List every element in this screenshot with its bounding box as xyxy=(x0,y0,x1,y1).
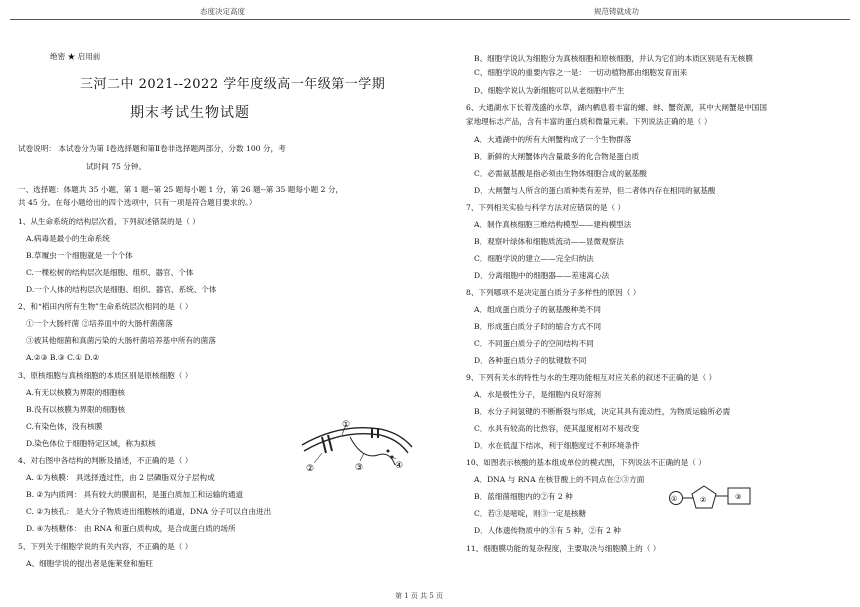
q8-option-a: A．组成蛋白质分子的氨基酸种类不同 xyxy=(474,305,601,314)
q6-option-b: B．新鲜的大闸蟹体内含量最多的化合物是蛋白质 xyxy=(474,152,640,161)
q8-option-c: C．不同蛋白质分子的空间结构不同 xyxy=(474,339,594,348)
q10-stem: 10、如图表示核酸的基本组成单位的模式图，下列说法不正确的是（ ） xyxy=(466,458,706,467)
q4-option-c: C. ②为核孔： 是大分子物质进出细胞核的通道，DNA 分子可以自由进出 xyxy=(26,507,272,516)
q9-stem: 9、下列有关水的特性与水的生理功能相互对应关系的叙述不正确的是（ ） xyxy=(466,373,717,382)
q8-option-d: D．各种蛋白质分子的肽键数不同 xyxy=(474,356,587,365)
q9-option-d: D．水在低温下结冰，利于细胞度过不利环境条件 xyxy=(474,441,640,450)
q5-option-b: B、细胞学说认为细胞分为真核细胞和原核细胞，并认为它们的本质区别是有无核膜 xyxy=(474,54,753,63)
q7-option-c: C．细胞学说的建立——完全归纳法 xyxy=(474,254,594,263)
label-circle-3: ③ xyxy=(355,463,364,473)
q5-option-a: A、细胞学说的提出者是施莱登和施旺 xyxy=(26,559,153,568)
q9-option-a: A．水是极性分子，是细胞内良好溶剂 xyxy=(474,390,601,399)
q6-stem-1: 6、大通湖水下长着茂盛的水草，湖内栖息着丰富的螺、蚌、蟹资源，其中大闸蟹是中国国 xyxy=(466,103,767,112)
q6-stem-2: 家地理标志产品，含有丰富的蛋白质和微量元素。下列说法正确的是（ ） xyxy=(466,117,712,126)
q5-option-c: C、细胞学说的重要内容之一是： 一切动植物都由细胞发育而来 xyxy=(474,68,688,77)
pore-mark-2 xyxy=(328,435,332,451)
leader-line xyxy=(314,453,322,463)
intro-line1: 试卷说明： 本试卷分为第 Ⅰ卷选择题和第Ⅱ卷非选择题两部分，分数 100 分，考 xyxy=(18,144,286,153)
pore-mark-1 xyxy=(322,437,326,453)
q4-option-d: D. ④为核糖体： 由 RNA 和蛋白质构成，是合成蛋白质的场所 xyxy=(26,524,236,533)
nucleotide-diagram xyxy=(668,484,758,520)
label-phosphate: ① xyxy=(671,495,678,503)
q1-option-d: D.一个人体的结构层次是细胞、组织、器官、系统、个体 xyxy=(26,285,217,294)
q4-option-a: A. ①为核膜： 具选择透过性，由 2 层磷脂双分子层构成 xyxy=(26,473,215,482)
q4-option-b: B. ②为内质网： 具有较大的膜面积，是蛋白质加工和运输的通道 xyxy=(26,490,244,499)
q2-items-1: ①一个大肠杆菌 ②培养皿中的大肠杆菌菌落 xyxy=(26,319,173,328)
q7-option-b: B．观察叶绿体和细胞质流动——显微观察法 xyxy=(474,237,624,246)
q7-option-a: A．制作真核细胞三维结构模型——建构模型法 xyxy=(474,220,632,229)
exam-title-line1: 三河二中 2021--2022 学年度级高一年级第一学期 xyxy=(80,77,386,92)
leader-line xyxy=(360,453,364,461)
q3-option-c: C.有染色体，没有核膜 xyxy=(26,422,103,431)
q10-option-c: C．若③是嘧啶，则③一定是核糖 xyxy=(474,509,587,518)
ribosome-dot xyxy=(387,450,390,453)
q1-stem: 1、从生命系统的结构层次看，下列叙述错误的是（ ） xyxy=(18,217,200,226)
label-base: ③ xyxy=(735,493,742,501)
section1-line2: 共 45 分。在每小题给出的四个选项中，只有一项是符合题目要求的。） xyxy=(18,198,257,207)
q11-stem: 11、细胞膜功能的复杂程度，主要取决与细胞膜上的（ ） xyxy=(466,544,661,553)
q3-option-b: B.没有以核膜为界限的细胞核 xyxy=(26,405,126,414)
label-circle-4: ④ xyxy=(395,461,404,471)
q1-option-c: C.一棵松树的结构层次是细胞、组织、器官、个体 xyxy=(26,268,194,277)
secret-mark: 绝密 ★ 启用前 xyxy=(50,52,101,61)
section1-line1: 一、选择题：体题共 35 小题，第 1 题--第 25 题每小题 1 分，第 26 题--第 35 题每小题 2 分， xyxy=(18,185,344,194)
right-column xyxy=(440,0,860,600)
exam-title-line2: 期末考试生物试题 xyxy=(130,105,250,121)
q8-stem: 8、下列哪项不是决定蛋白质分子多样性的原因（ ） xyxy=(466,288,641,297)
q4-stem: 4、对右图中各结构的判断及描述，不正确的是（ ） xyxy=(18,456,193,465)
q2-options: A.②③ B.③ C.① D.② xyxy=(26,353,100,362)
q3-stem: 3、原核细胞与真核细胞的本质区别是原核细胞（ ） xyxy=(18,371,193,380)
q7-option-d: D．分离细胞中的细胞器——差速离心法 xyxy=(474,271,610,280)
label-pentose: ② xyxy=(700,496,707,504)
q6-option-d: D．大闸蟹与人所含的蛋白质种类有差异，但二者体内存在相同的氨基酸 xyxy=(474,186,716,195)
q10-option-d: D．人体遗传物质中的③有 5 种，②有 2 种 xyxy=(474,526,621,535)
q8-option-b: B．形成蛋白质分子时的缩合方式不同 xyxy=(474,322,602,331)
page-footer: 第 1 页 共 5 页 xyxy=(395,592,444,600)
q7-stem: 7、下列相关实验与科学方法对应错误的是（ ） xyxy=(466,203,626,212)
q3-option-d: D.染色体位于细胞特定区域，称为拟核 xyxy=(26,439,156,448)
q6-option-c: C．必需氨基酸是指必须由生物体细胞合成的氨基酸 xyxy=(474,169,647,178)
q1-option-b: B.草履虫一个细胞就是一个个体 xyxy=(26,251,133,260)
q3-option-a: A.有无以核膜为界限的细胞核 xyxy=(26,388,126,397)
label-circle-2: ② xyxy=(306,464,315,474)
header-left: 态度决定高度 xyxy=(200,7,245,16)
q2-stem: 2、和“稻田内所有生物”生命系统层次相同的是（ ） xyxy=(18,302,193,311)
label-circle-1: ① xyxy=(342,420,351,430)
q6-option-a: A．大通湖中的所有大闸蟹构成了一个生物群落 xyxy=(474,135,632,144)
q5-option-d: D、细胞学说认为新细胞可以从老细胞中产生 xyxy=(474,86,625,95)
q9-option-b: B．水分子间氢键的不断断裂与形成，决定其具有流动性，为物质运输所必需 xyxy=(474,407,731,416)
q1-option-a: A.病毒是最小的生命系统 xyxy=(26,234,110,243)
q5-stem: 5、下列关于细胞学说的有关内容，不正确的是（ ） xyxy=(18,542,193,551)
q10-option-a: A．DNA 与 RNA 在核苷酸上的不同点在②③方面 xyxy=(474,475,645,484)
q10-option-b: B．蓝细菌细胞内的②有 2 种 xyxy=(474,492,573,501)
nucleus-diagram xyxy=(300,415,420,475)
q9-option-c: C．水具有较高的比热容，使其温度相对不易改变 xyxy=(474,424,640,433)
header-right: 规范铸就成功 xyxy=(594,7,639,16)
intro-line2: 试时间 75 分钟。 xyxy=(86,162,147,171)
q2-items-2: ③被其他细菌和真菌污染的大肠杆菌培养基中所有的菌落 xyxy=(26,336,216,345)
